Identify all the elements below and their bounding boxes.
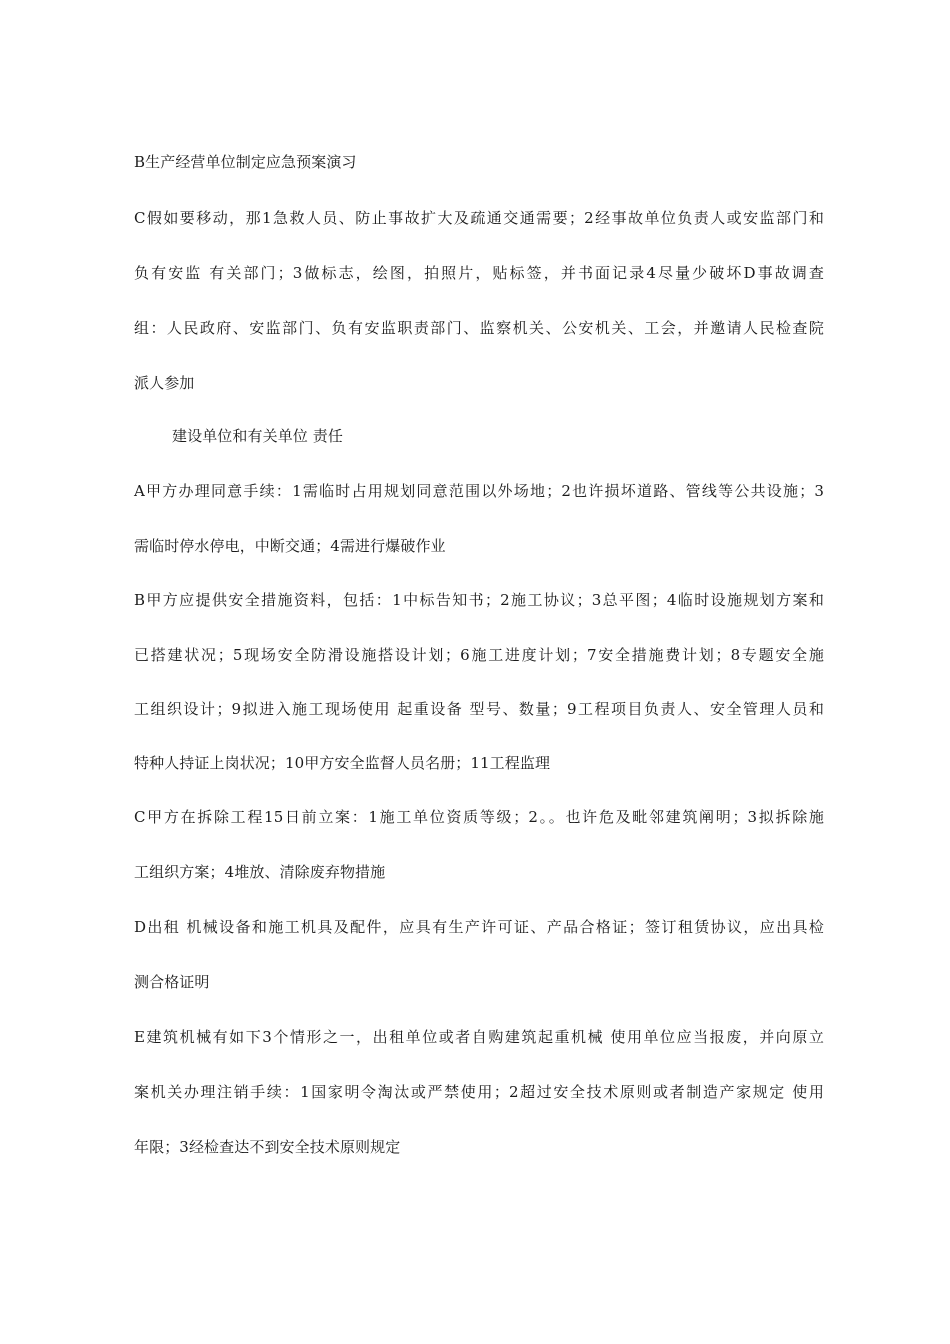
text-line-1: B生产经营单位制定应急预案演习 [134, 153, 357, 171]
text-line-19: 年限；3经检查达不到安全技术原则规定 [134, 1138, 401, 1156]
text-line-13: C甲方在拆除工程15日前立案：1施工单位资质等级；2。。也许危及毗邻建筑阐明；3拟拆除施 [134, 808, 824, 826]
section-heading: 建设单位和有关单位 责任 [172, 427, 343, 445]
text-line-5: 派人参加 [134, 374, 195, 392]
text-line-10: 已搭建状况；5现场安全防滑设施搭设计划；6施工进度计划；7安全措施费计划；8专题安全施 [134, 646, 824, 664]
text-line-11: 工组织设计；9拟进入施工现场使用 起重设备 型号、数量；9工程项目负责人、安全管理人员和 [134, 700, 824, 718]
text-line-2: C假如要移动，那1急救人员、防止事故扩大及疏通交通需要；2经事故单位负责人或安监部门和 [134, 209, 824, 227]
text-line-3: 负有安监 有关部门；3做标志，绘图，拍照片，贴标签，并书面记录4尽量少破坏D事故调查 [134, 264, 824, 282]
text-line-8: 需临时停水停电，中断交通；4需进行爆破作业 [134, 537, 446, 555]
text-line-12: 特种人持证上岗状况；10甲方安全监督人员名册；11工程监理 [134, 754, 551, 772]
text-line-14: 工组织方案；4堆放、清除废弃物措施 [134, 863, 386, 881]
text-line-18: 案机关办理注销手续：1国家明令淘汰或严禁使用；2超过安全技术原则或者制造产家规定 使用 [134, 1083, 824, 1101]
text-line-15: D出租 机械设备和施工机具及配件，应具有生产许可证、产品合格证；签订租赁协议，应出具检 [134, 918, 824, 936]
text-line-7: A甲方办理同意手续：1需临时占用规划同意范围以外场地；2也许损坏道路、管线等公共设施；3 [134, 482, 824, 500]
text-line-16: 测合格证明 [134, 973, 210, 991]
text-line-9: B甲方应提供安全措施资料，包括：1中标告知书；2施工协议；3总平图；4临时设施规划方案和 [134, 591, 824, 609]
text-line-4: 组：人民政府、安监部门、负有安监职责部门、监察机关、公安机关、工会，并邀请人民检查院 [134, 319, 824, 337]
text-line-17: E建筑机械有如下3个情形之一，出租单位或者自购建筑起重机械 使用单位应当报废，并向原立 [134, 1028, 824, 1046]
